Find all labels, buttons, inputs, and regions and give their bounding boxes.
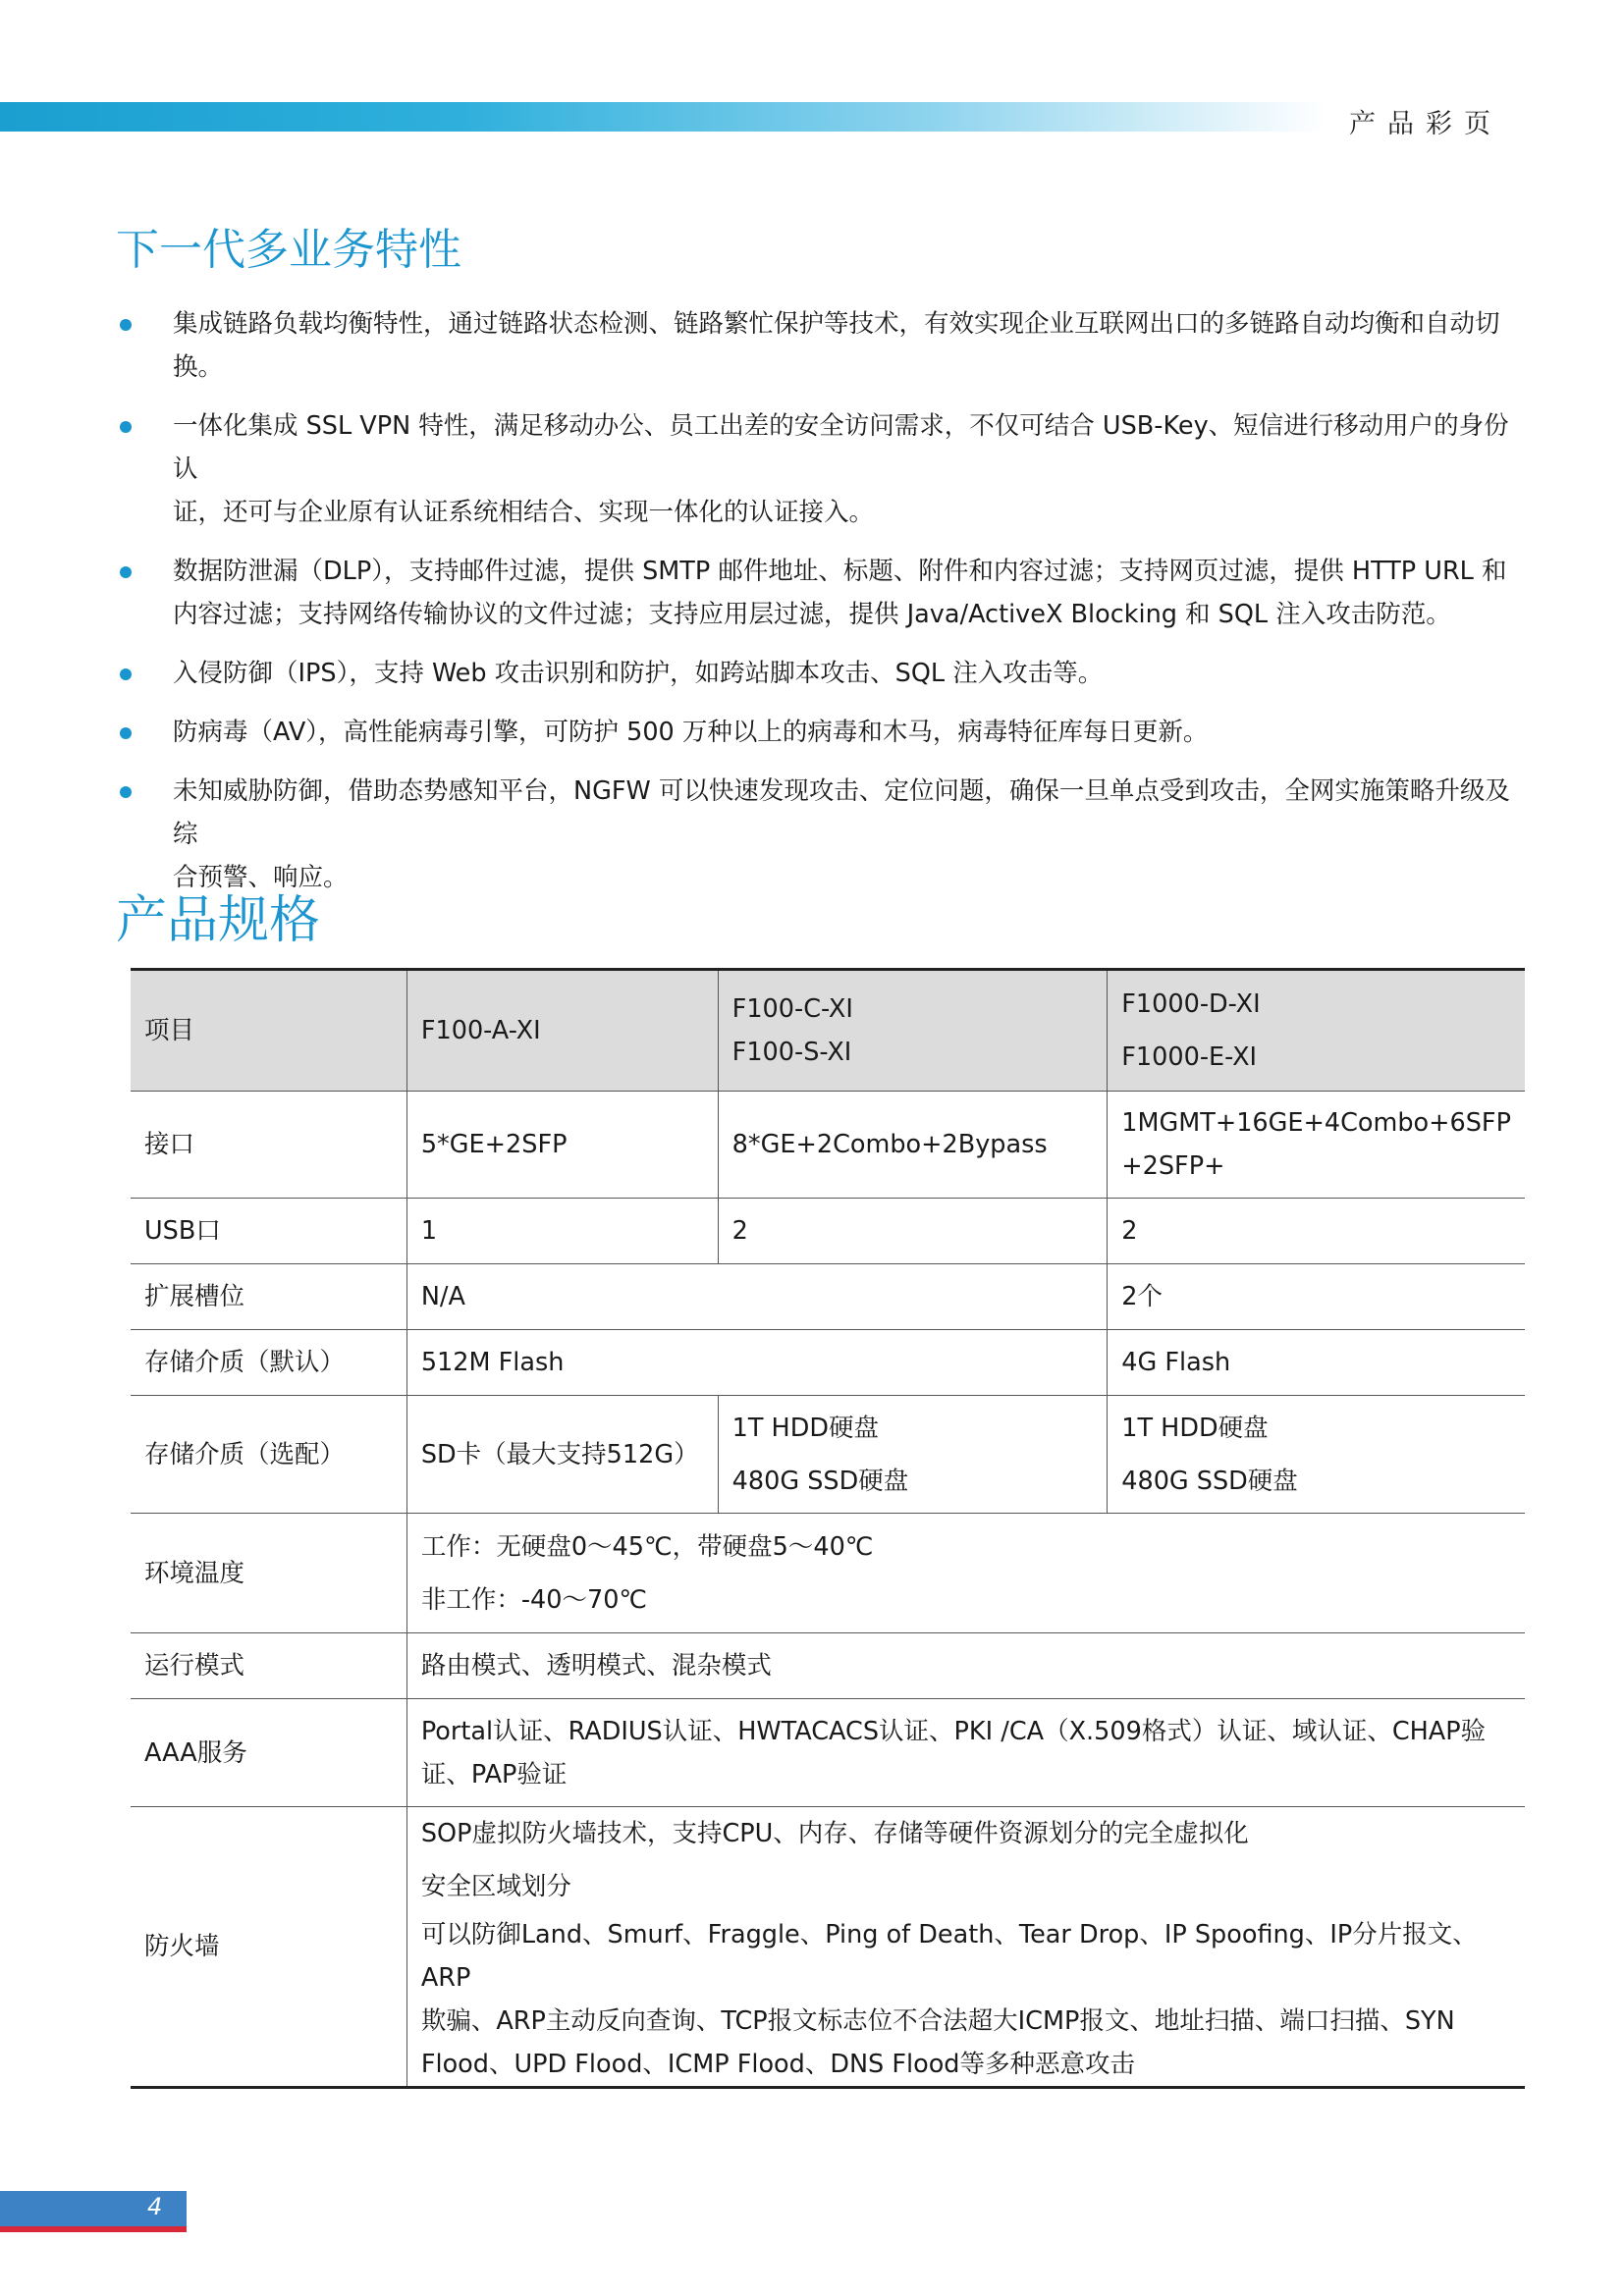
table-cell: 1T HDD硬盘 480G SSD硬盘 <box>1108 1396 1525 1514</box>
section-title-specs: 产品规格 <box>116 891 321 950</box>
table-row <box>131 1396 1525 1514</box>
row-label: 防火墙 <box>131 1807 406 2088</box>
table-cell: 工作：无硬盘0～45℃，带硬盘5～40℃ 非工作：-40～70℃ <box>406 1514 1525 1633</box>
table-cell: N/A <box>406 1264 1107 1330</box>
table-cell: 2 <box>718 1199 1108 1264</box>
list-item: 集成链路负载均衡特性，通过链路状态检测、链路繁忙保护等技术，有效实现企业互联网出口的多链路自动均衡和自动切 换。 <box>116 302 1530 389</box>
feature-list <box>116 302 1530 915</box>
table-row <box>131 1264 1525 1330</box>
table-cell: 2 <box>1108 1199 1525 1264</box>
bullet-icon <box>120 668 132 680</box>
list-item: 防病毒（AV），高性能病毒引擎，可防护 500 万种以上的病毒和木马，病毒特征库每日更新。 <box>116 711 1530 754</box>
header-cell-model: F100-A-XI <box>406 970 718 1092</box>
row-label: 接口 <box>131 1092 406 1199</box>
list-item: 一体化集成 SSL VPN 特性，满足移动办公、员工出差的安全访问需求，不仅可结合 USB-Key、短信进行移动用户的身份认 证，还可与企业原有认证系统相结合、实现一体化的认证接入。 <box>116 404 1530 534</box>
header-cell-item: 项目 <box>131 970 406 1092</box>
table-header-row <box>131 970 1525 1092</box>
table-cell: SD卡（最大支持512G） <box>406 1396 718 1514</box>
table-cell: 路由模式、透明模式、混杂模式 <box>406 1633 1525 1699</box>
spec-table <box>131 968 1525 2089</box>
bullet-icon <box>120 421 132 433</box>
header-gradient-bar <box>0 102 1326 132</box>
bullet-icon <box>120 727 132 739</box>
table-row <box>131 1092 1525 1199</box>
section-title-features: 下一代多业务特性 <box>116 225 461 275</box>
list-item: 入侵防御（IPS），支持 Web 攻击识别和防护，如跨站脚本攻击、SQL 注入攻击等。 <box>116 652 1530 695</box>
table-cell: 8*GE+2Combo+2Bypass <box>718 1092 1108 1199</box>
table-cell: 4G Flash <box>1108 1330 1525 1396</box>
header-cell-model: F1000-D-XI F1000-E-XI <box>1108 970 1525 1092</box>
row-label: 存储介质（默认） <box>131 1330 406 1396</box>
table-row <box>131 1807 1525 2088</box>
list-item: 未知威胁防御，借助态势感知平台，NGFW 可以快速发现攻击、定位问题，确保一旦单点受到攻击，全网实施策略升级及综 合预警、响应。 <box>116 770 1530 899</box>
page-tab-red-stripe <box>0 2226 187 2232</box>
row-label: 环境温度 <box>131 1514 406 1633</box>
row-label: 存储介质（选配） <box>131 1396 406 1514</box>
list-item: 数据防泄漏（DLP），支持邮件过滤，提供 SMTP 邮件地址、标题、附件和内容过滤；支持网页过滤，提供 HTTP URL 和 内容过滤；支持网络传输协议的文件过滤；支持应用层过滤，提供 Java/ActiveX Blocking 和 SQL 注入攻击防范。 <box>116 550 1530 636</box>
table-row <box>131 1199 1525 1264</box>
table-cell: SOP虚拟防火墙技术，支持CPU、内存、存储等硬件资源划分的完全虚拟化 安全区域划分 可以防御Land、Smurf、Fraggle、Ping of Death、Tear Drop、IP Spoofing、IP分片报文、ARP 欺骗、ARP主动反向查询、TCP报文标志位不合法超大ICMP报文、地址扫描、端口扫描、SYN Flood、UPD Flood、ICMP Flood、DNS Flood等多种恶意攻击 <box>406 1807 1525 2088</box>
header-cell-model: F100-C-XI F100-S-XI <box>718 970 1108 1092</box>
table-row <box>131 1330 1525 1396</box>
row-label: USB口 <box>131 1199 406 1264</box>
bullet-icon <box>120 566 132 578</box>
row-label: 运行模式 <box>131 1633 406 1699</box>
table-row <box>131 1514 1525 1633</box>
table-row <box>131 1633 1525 1699</box>
table-cell: 5*GE+2SFP <box>406 1092 718 1199</box>
table-cell: 512M Flash <box>406 1330 1107 1396</box>
table-cell: 1T HDD硬盘 480G SSD硬盘 <box>718 1396 1108 1514</box>
bullet-icon <box>120 786 132 798</box>
table-row <box>131 1699 1525 1807</box>
table-cell: 1 <box>406 1199 718 1264</box>
table-cell: Portal认证、RADIUS认证、HWTACACS认证、PKI /CA（X.509格式）认证、域认证、CHAP验 证、PAP验证 <box>406 1699 1525 1807</box>
row-label: 扩展槽位 <box>131 1264 406 1330</box>
header-label: 产品彩页 <box>1349 109 1502 139</box>
page-number: 4 <box>147 2193 163 2220</box>
row-label: AAA服务 <box>131 1699 406 1807</box>
bullet-icon <box>120 319 132 331</box>
table-cell: 1MGMT+16GE+4Combo+6SFP +2SFP+ <box>1108 1092 1525 1199</box>
table-cell: 2个 <box>1108 1264 1525 1330</box>
